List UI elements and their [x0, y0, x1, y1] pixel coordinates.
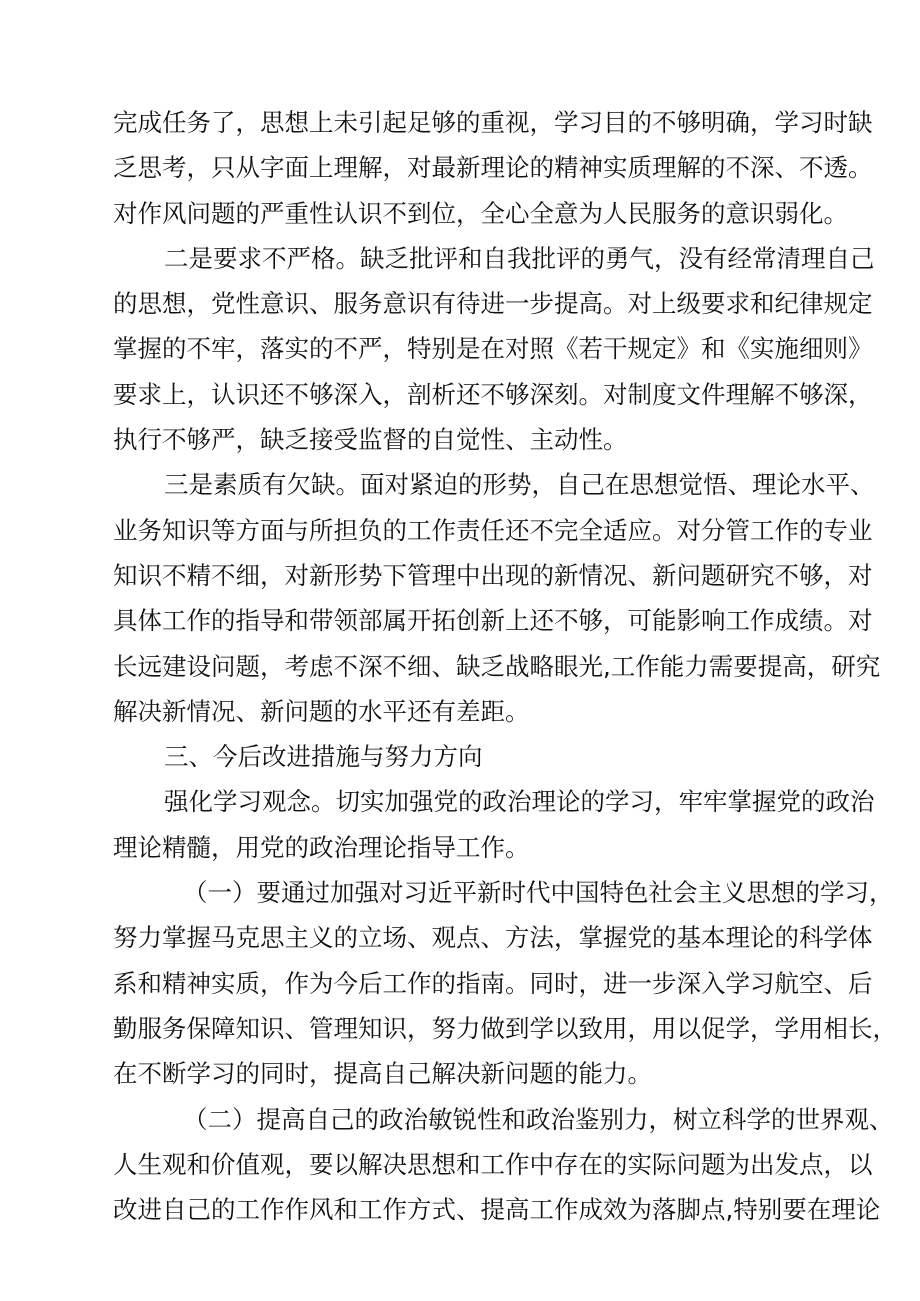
text-line: 改进自己的工作作风和工作方式、提高工作成效为落脚点,特别要在理论 — [113, 1195, 881, 1225]
text-line: 在不断学习的同时，提高自己解决新问题的能力。 — [113, 1059, 652, 1089]
text-line: 系和精神实质，作为今后工作的指南。同时，进一步深入学习航空、后 — [113, 968, 873, 998]
text-line: 知识不精不细，对新形势下管理中出现的新情况、新问题研究不够，对 — [113, 560, 873, 590]
text-line: 的思想，党性意识、服务意识有待进一步提高。对上级要求和纪律规定 — [113, 289, 873, 319]
document-body — [113, 100, 897, 1232]
paragraph-start-line: 强化学习观念。切实加强党的政治理论的学习，牢牢掌握党的政治 — [164, 787, 875, 817]
text-line: 努力掌握马克思主义的立场、观点、方法，掌握党的基本理论的科学体 — [113, 923, 873, 953]
text-line: 解决新情况、新问题的水平还有差距。 — [113, 696, 530, 726]
numbered-item-line: （二）提高自己的政治敏锐性和政治鉴别力，树立科学的世界观、 — [183, 1104, 894, 1134]
section-heading: 三、今后改进措施与努力方向 — [164, 742, 483, 772]
text-line: 业务知识等方面与所担负的工作责任还不完全适应。对分管工作的专业 — [113, 515, 873, 545]
text-line: 完成任务了，思想上未引起足够的重视，学习目的不够明确，学习时缺 — [113, 108, 873, 137]
paragraph-start-line: 二是要求不严格。缺乏批评和自我批评的勇气，没有经常清理自己 — [164, 243, 875, 273]
text-line: 勤服务保障知识、管理知识，努力做到学以致用，用以促学，学用相长， — [113, 1013, 897, 1043]
text-line: 要求上，认识还不够深入，剖析还不够深刻。对制度文件理解不够深， — [113, 379, 873, 409]
text-line: 乏思考，只从字面上理解，对最新理论的精神实质理解的不深、不透。 — [113, 153, 873, 183]
numbered-item-line: （一）要通过加强对习近平新时代中国特色社会主义思想的学习， — [183, 878, 894, 908]
text-line: 具体工作的指导和带领部属开拓创新上还不够，可能影响工作成绩。对 — [113, 606, 873, 636]
text-line: 执行不够严，缺乏接受监督的自觉性、主动性。 — [113, 425, 628, 455]
paragraph-start-line: 三是素质有欠缺。面对紧迫的形势，自己在思想觉悟、理论水平、 — [164, 470, 875, 500]
text-line: 人生观和价值观，要以解决思想和工作中存在的实际问题为出发点，以 — [113, 1149, 873, 1179]
text-line: 对作风问题的严重性认识不到位，全心全意为人民服务的意识弱化。 — [113, 198, 848, 228]
text-line: 掌握的不牢，落实的不严，特别是在对照《若干规定》和《实施细则》 — [113, 334, 873, 364]
text-line: 理论精髓，用党的政治理论指导工作。 — [113, 832, 530, 862]
text-line: 长远建设问题，考虑不深不细、缺乏战略眼光,工作能力需要提高，研究 — [113, 651, 881, 681]
